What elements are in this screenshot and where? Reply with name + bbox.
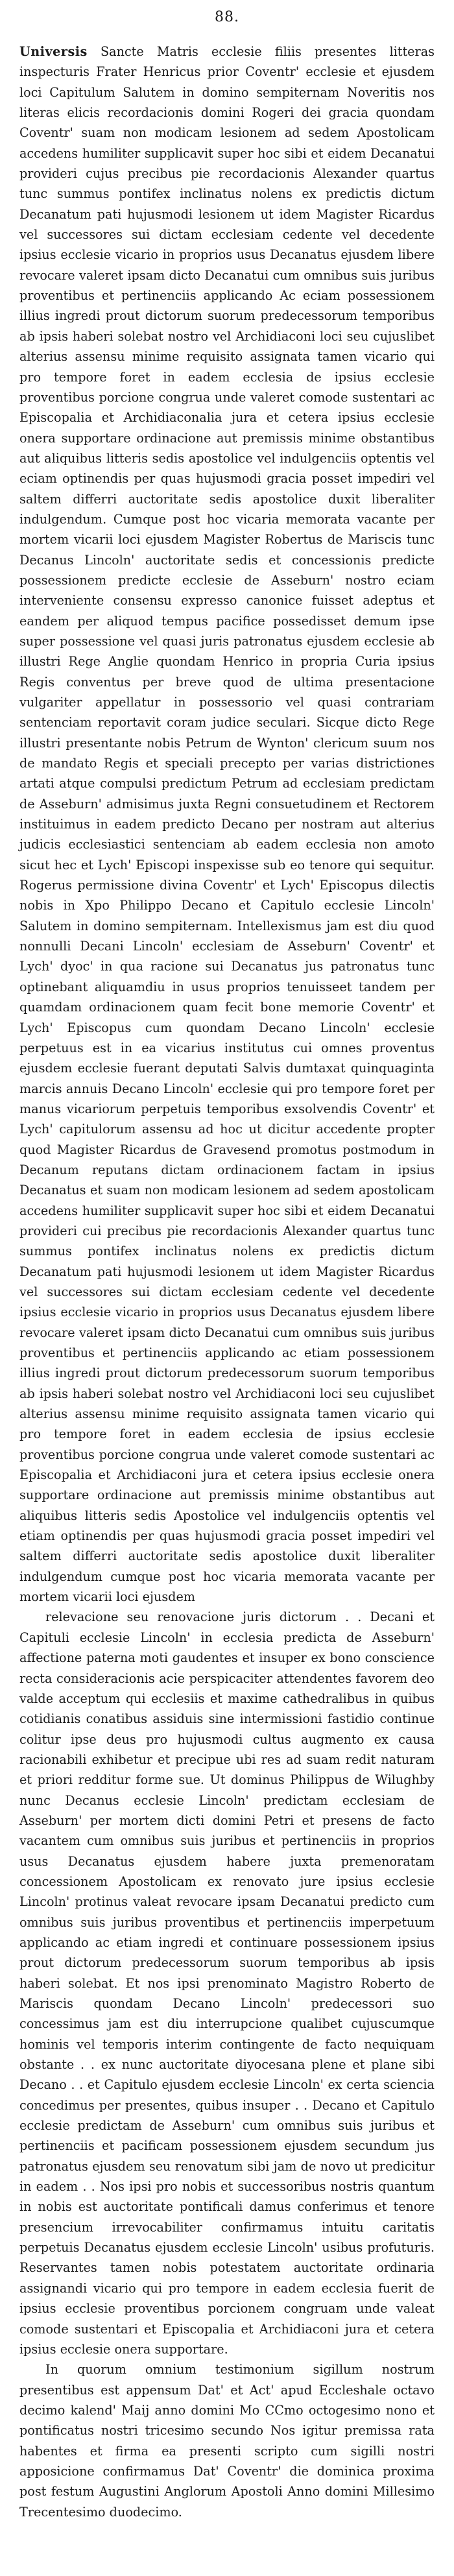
paragraph-grant: relevacione seu renovacione juris dictorum . . Decani et Capituli ecclesie Lincoln' in ecclesia predicta de Asseburn' affectione paterna moti gaudentes et insuper ex bono conscience recta consideracionis acie perspicaciter attendentes favorem deo valde acceptum qui ecclesiis et maxime cathedralibus in quibus cotidianis conatibus assiduis sine intermissioni fastidio continue colitur ipse deus pro hujusmodi cultus augmento ex causa racionabili exhibetur et precipue ubi res ad suam redit naturam et priori redditur forme sue. Ut dominus Philippus de Wilughby nunc Decanus ecclesie Lincoln' predictam ecclesiam de Asseburn' per mortem dicti domini Petri et presens de facto vacantem cum omnibus suis juribus et pertinenciis in proprios usus Decanatus ejusdem habere juxta premenoratam concessionem Apostolicam ex renovato jure ipsius ecclesie Lincoln' protinus valeat revocare ipsam Decanatui predicto cum omnibus suis juribus proventibus et pertinenciis imperpetuum applicando ac etiam ingredi et continuare possessionem ipsius prout dictorum predecessorum suorum temporibus ab ipsis haberi solebat. Et nos ipsi prenominato Magistro Roberto de Mariscis quondam Decano Lincoln' predecessori suo concessimus jam est diu interrupcione qualibet cujuscumque hominis vel temporis interim contingente de facto nequiquam obstante . . ex nunc auctoritate diyocesana plene et plane sibi Decano . . et Capitulo ejusdem ecclesie Lincoln' ex certa sciencia concedimus per presentes, quibus insuper . . Decano et Capitulo ecclesie predictam de Asseburn' cum omnibus suis juribus et pertinenciis et pacificam possessionem ejusdem secundum jus patronatus ejusdem seu renovatum sibi jam de novo ut predicitur in eadem . . Nos ipsi pro nobis et successoribus nostris quantum in nobis est auctoritate pontificali damus conferimus et tenore presencium irrevocabiliter confirmamus intuitu caritatis perpetuis Decanatus ejusdem ecclesie Lincoln' usibus profuturis. Reservantes tamen nobis potestatem auctoritate ordinaria assignandi vicario qui pro tempore in eadem ecclesia fuerit de ipsius ecclesie proventibus porcionem congruam unde valeat comode sustentari et Episcopalia et Archidiaconi jura et cetera ipsius ecclesie onera supportare. [19,1609,435,2357]
paragraph-charter-opening [19,42,435,1607]
paragraph-text: Rogerus permissione divina Coventr' et Lych' Episcopus dilectis nobis in Xpo Philippo Decano et Capitulo ecclesie Lincoln' Salutem in domino sempiternam. Intellexismus jam est diu quod nonnulli Decani Lincoln' ecclesiam de Asseburn' Coventr' et Lych' dyoc' in qua racione sui Decanatus jus patronatus tunc optinebant aliquamdiu in usus proprios tenuisseet tandem per quamdam ordinacionem quam fecit bone memorie Coventr' et Lych' Episcopus cum quondam Decano Lincoln' ecclesie perpetuus est in ea vicarius institutus cui omnes proventus ejusdem ecclesie fuerant deputati Salvis dumtaxat quinquaginta marcis annuis Decano Lincoln' ecclesie qui pro tempore foret per manus vicariorum perpetuis temporibus exsolvendis Coventr' et Lych' capitulorum assensu ad hoc ut dicitur accedente propter quod Magister Ricardus de Gravesend promotus postmodum in Decanum reputans dictam ordinacionem factam in ipsius Decanatus et suam non modicam lesionem ad sedem apostolicam accedens humiliter supplicavit super hoc sibi et eidem Decanatui provideri cui precibus pie recordacionis Alexander quartus tunc summus pontifex inclinatus nolens ex predictis dictum Decanatum pati hujusmodi lesionem ut idem Magister Ricardus vel successores sui dictam ecclesiam cedente vel decedente ipsius ecclesie vicario in proprios usus Decanatus ejusdem libere revocare valeret ipsam dicto Decanatui cum omnibus suis juribus proventibus et pertinenciis applicando ac etiam possessionem illius ingredi prout dictorum predecessorum suorum temporibus ab ipsis haberi solebat nostro vel Archidiaconi loci seu cujuslibet alterius assensu minime requisito assignata tamen vicario qui pro tempore foret in eadem ecclesia de ipsius ecclesie proventibus porcione congrua unde valeret comode sustentari ac Episcopalia et Archidiaconi jura et cetera ipsius ecclesie onera supportare ordinacione aut premissis minime obstantibus aut aliquibus litteris sedis Apostolice vel indulgenciis optentis vel etiam optinendis per quas hujusmodi gracia posset impediri vel saltem differri auctoritate sedis apostolice duxit liberaliter indulgendum cumque post hoc vicaria memorata vacante per mortem vicarii loci ejusdem [19,878,435,1605]
page-number: 88. [215,9,239,25]
document-body [19,42,435,2522]
paragraph-text: Sancte Matris ecclesie filiis presentes litteras inspecturis Frater Henricus prior Coventr' ecclesie et ejusdem loci Capitulum Salutem in domino sempiternam Noveritis nos literas elicis recordacionis domini Rogeri dei gracia quondam Coventr' suam non modicam lesionem ad sedem Apostolicam accedens humiliter supplicavit super hoc sibi et eidem Decanatui provideri cujus precibus pie recordacionis Alexander quartus tunc summus pontifex inclinatus nolens ex predictis dictum Decanatum pati hujusmodi lesionem ut idem Magister Ricardus vel successores sui dictam ecclesiam cedente vel decedente ipsius ecclesie vicario in proprios usus Decanatus ejusdem libere revocare valeret ipsam dicto Decanatui cum omnibus suis juribus proventibus et pertinenciis applicando Ac eciam possessionem illius ingredi prout dictorum suorum predecessorum temporibus ab ipsis haberi solebat nostro vel Archidiaconi loci seu cujuslibet alterius assensu minime requisito assignata tamen vicario qui pro tempore foret in eadem ecclesia de ipsius ecclesie proventibus porcione congrua unde valeret comode sustentari ac Episcopalia et Archidiaconalia jura et cetera ipsius ecclesie onera supportare ordinacione aut premissis minime obstantibus aut aliquibus litteris sedis apostolice vel indulgenciis optentis vel eciam optinendis per quas hujusmodi gracia posset impediri vel saltem differri auctoritate sedis apostolice duxit liberaliter indulgendum. Cumque post hoc vicaria memorata vacante per mortem vicarii loci ejusdem Magister Robertus de Mariscis tunc Decanus Lincoln' auctoritate sedis et concessionis predicte possessionem predicte ecclesie de Asseburn' nostro eciam interveniente consensu expresso canonice fuisset adeptus et eandem per aliquod tempus pacifice possedisset demum ipse super possessione vel quasi juris patronatus ejusdem ecclesie ab illustri Rege Anglie quondam Henrico in propria Curia ipsius Regis conventus per breve quod de ultima presentacione vulgariter appellatur in possessorio vel quasi contrariam sentenciam reportavit coram judice seculari. Sicque dicto Rege illustri presentante nobis Petrum de Wynton' clericum suum nos de mandato Regis et speciali precepto per varias districtiones artati atque compulsi predictum Petrum ad ecclesiam predictam de Asseburn' admisimus juxta Regni consuetudinem et Rectorem instituimus in eadem predicto Decano per nostram aut alterius judicis ecclesiastici sentenciam ab eadem ecclesia non amoto sicut hec et Lych' Episcopi inspexisse sub eo tenore qui sequitur. [19,44,435,873]
initial-word: Universis [19,44,88,59]
paragraph-dating-clause: In quorum omnium testimonium sigillum nostrum presentibus est appensum Dat' et Act' apud Eccleshale octavo decimo kalend' Maij anno domini Mo CCmo octogesimo nono et pontificatus nostri tricesimo secundo Nos igitur premissa rata habentes et firma ea presenti scripto cum sigilli nostri apposicione confirmamus Dat' Coventr' die dominica proxima post festum Augustini Anglorum Apostoli Anno domini Millesimo Trecentesimo duodecimo. [19,2362,435,2520]
